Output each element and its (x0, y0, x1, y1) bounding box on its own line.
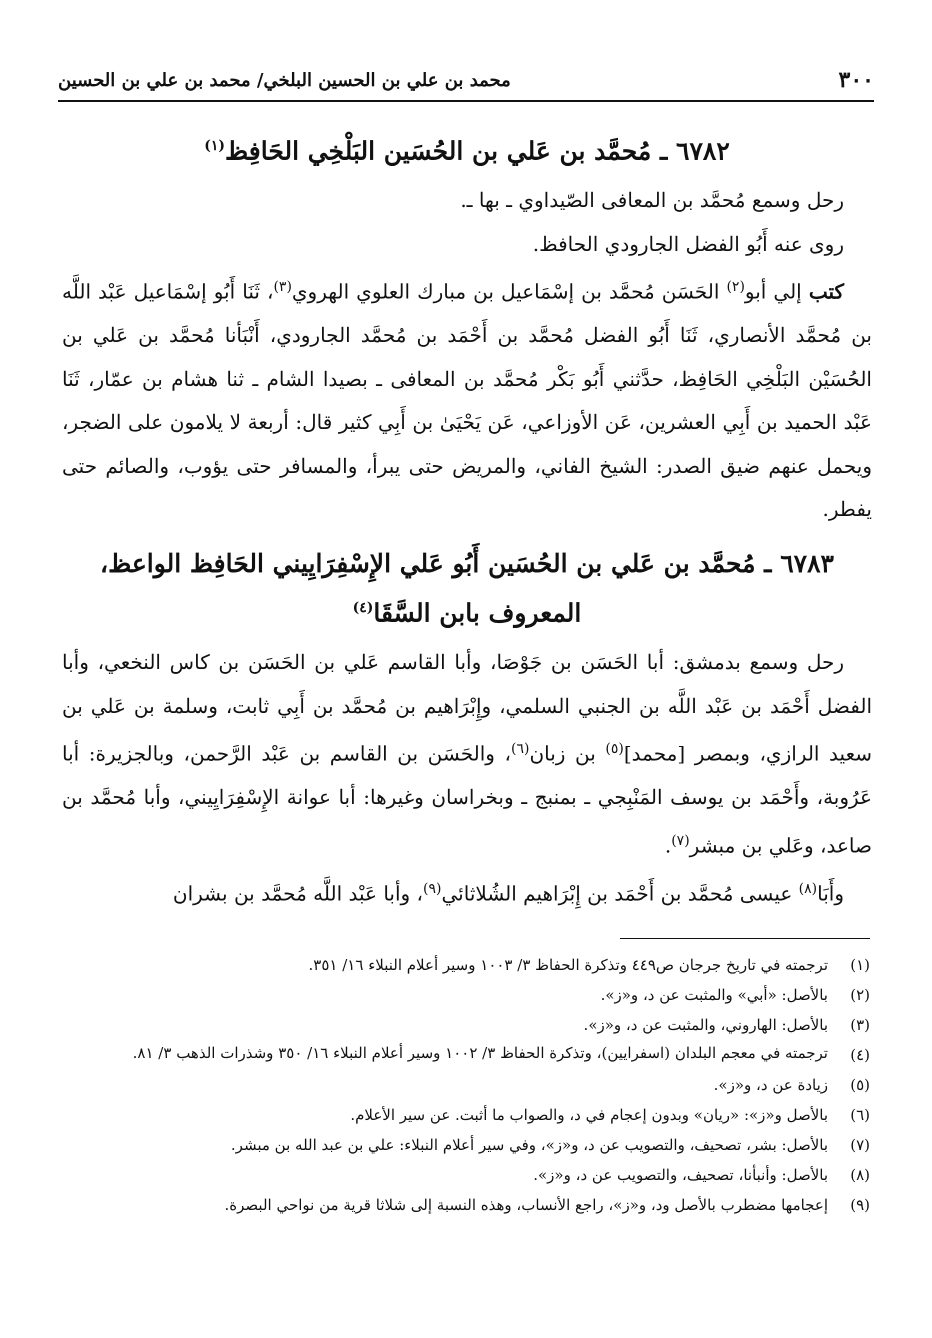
footnote-number: (٥) (850, 1076, 870, 1094)
footnote-ref-3: (٣) (273, 279, 292, 296)
main-text (62, 118, 872, 916)
footnote-text: بالأصل: «أبي» والمثبت عن د، و«ز». (600, 986, 828, 1004)
footnote-item (62, 980, 870, 1010)
footnote-divider (620, 938, 870, 939)
paragraph-text: وأَبَا (817, 881, 844, 906)
footnote-item (62, 1130, 870, 1160)
running-title: محمد بن علي بن الحسين البلخي/ محمد بن علي بن الحسين (58, 69, 511, 91)
paragraph-text: عيسى مُحمَّد بن أَحْمَد بن إِبْرَاهيم الشُلاثائي (441, 881, 799, 906)
paragraph-text: ، وأبا عَبْد اللَّه مُحمَّد بن بشران (172, 881, 424, 906)
footnote-text: إعجامها مضطرب بالأصل ود، و«ز»، راجع الأنساب، وهذه النسبة إلى شلاثا قرية من نواحي البصرة. (224, 1196, 828, 1214)
footnote-ref-8: (٨) (798, 881, 818, 898)
footnote-ref-2: (٢) (726, 279, 745, 296)
footnote-item (62, 1040, 870, 1070)
footnote-ref-1: (١) (204, 138, 226, 154)
paragraph-text: ، ثَنَا أَبُو إسْمَاعيل عَبْد اللَّه بن مُحمَّد الأنصاري، ثَنَا أَبُو الفضل مُحمَّد بن أَحْمَد بن مُحمَّد الجارودي، أَنْبَأنا مُحمَّد بن عَلي بن الحُسَيْن البَلْخِي الحَافِظ، حدَّثني أَبُو بَكْر مُحمَّد بن المعافى ـ بصيدا الشام ـ ثنا هشام بن عمّار، ثَنَا عَبْد الحميد بن أَبِي العشرين، عَن الأوزاعي، عَن يَحْيَىٰ بن أَبِي كثير قال: أربعة لا يلامون على الضجر، ويحمل عنهم ضيق الصدر: الشيخ الفاني، والمريض حتى يبرأ، والمسافر حتى يؤوب، والصائم حتى يفطر. (62, 279, 872, 522)
footnote-text: زيادة عن د، و«ز». (713, 1076, 828, 1094)
footnote-ref-4: (٤) (352, 599, 374, 616)
footnote-text: بالأصل و«ز»: «ريان» وبدون إعجام في د، والصواب ما أثبت. عن سير الأعلام. (350, 1106, 828, 1124)
page-number: ٣٠٠ (838, 67, 874, 93)
footnote-text: ترجمته في تاريخ جرجان ص٤٤٩ وتذكرة الحفاظ ٣/ ١٠٠٣ وسير أعلام النبلاء ١٦/ ٣٥١. (308, 956, 828, 974)
paragraph-text: الحَسَن مُحمَّد بن إسْمَاعيل بن مبارك العلوي الهروي (291, 279, 727, 304)
paragraph-text: رحل وسمع بدمشق: أبا الحَسَن بن جَوْصَا، وأبا القاسم عَلي بن الحَسَن بن كاس النخعي، وأبا الفضل أَحْمَد بن عَبْد اللَّه بن الجنبي السلمي، وإِبْرَاهيم بن مُحمَّد بن أَبِي ثابت، وسلمة بن عَلي بن سعيد الرازي، وبمصر [محمد] (62, 650, 872, 766)
footnote-ref-9: (٩) (423, 881, 442, 898)
footnote-ref-5: (٥) (605, 741, 624, 758)
footnote-item (62, 1100, 870, 1130)
paragraph-text: ، والحَسَن بن القاسم بن عَبْد الرَّحمن، وبالجزيرة: أبا عَرُوبة، وأَحْمَد بن يوسف المَنْبِجي ـ بمنبج ـ وبخراسان وغيرها: أبا عوانة الإِسْفِرَايِيني، وأبا مُحمَّد بن صاعد، وعَلي بن مبشر (62, 741, 872, 858)
entry-6782-paragraph-1: رحل وسمع مُحمَّد بن المعافى الصّيداوي ـ بها ـ. (460, 188, 844, 213)
entry-6782-paragraph-3 (62, 266, 872, 532)
footnote-item (62, 950, 870, 980)
paragraph-lead-word: كتب (808, 279, 845, 304)
footnote-number: (٧) (850, 1136, 870, 1154)
footnote-text: بالأصل: وأنبأنا، تصحيف، والتصويب عن د، و«ز». (533, 1166, 828, 1184)
footnote-text: بالأصل: بشر، تصحيف، والتصويب عن د، و«ز»، وفي سير أعلام النبلاء: علي بن عبد الله بن مبشر. (230, 1136, 828, 1154)
footnote-ref-6: (٦) (510, 741, 530, 758)
footnote-number: (٤) (850, 1046, 870, 1064)
paragraph-text: بن زبان (529, 741, 606, 766)
footnote-number: (٨) (850, 1166, 870, 1184)
footnote-text: ترجمته في معجم البلدان (اسفرايين)، وتذكرة الحفاظ ٣/ ١٠٠٢ وسير أعلام النبلاء ١٦/ ٣٥٠ وشذرات الذهب ٣/ ٨١. (132, 1044, 828, 1062)
footnote-item (62, 1160, 870, 1190)
paragraph-text: إلي أبو (744, 279, 802, 304)
footnote-number: (٦) (850, 1106, 870, 1124)
footnote-number: (٢) (850, 986, 870, 1004)
entry-6783-title (62, 542, 872, 635)
entry-6782-title-text: ٦٧٨٢ ـ مُحمَّد بن عَلي بن الحُسَين البَلْخِي الحَافِظ (225, 136, 730, 166)
footnotes (62, 950, 870, 1220)
entry-6783-paragraph-2 (62, 868, 872, 916)
paragraph-text: . (664, 833, 672, 858)
entry-6782-title (62, 124, 872, 173)
entry-6783-title-text: المعروف بابن السَّقَا (373, 598, 582, 628)
page-header (58, 60, 874, 102)
footnote-item (62, 1010, 870, 1040)
entry-6783-paragraph-1 (62, 641, 872, 868)
footnote-ref-7: (٧) (671, 832, 690, 849)
footnote-number: (١) (850, 956, 870, 974)
entry-6782-paragraph-2: روى عنه أَبُو الفضل الجارودي الحافظ. (532, 231, 844, 256)
footnote-text: بالأصل: الهاروني، والمثبت عن د، و«ز». (583, 1016, 828, 1034)
entry-6783-title-line-2 (62, 586, 872, 635)
footnote-number: (٣) (850, 1016, 870, 1034)
footnote-item (62, 1190, 870, 1220)
footnote-item (62, 1070, 870, 1100)
footnote-number: (٩) (850, 1196, 870, 1214)
entry-6783-title-line-1: ٦٧٨٣ ـ مُحمَّد بن عَلي بن الحُسَين أَبُو عَلي الإِسْفِرَايِيني الحَافِظ الواعظ، (100, 548, 834, 578)
